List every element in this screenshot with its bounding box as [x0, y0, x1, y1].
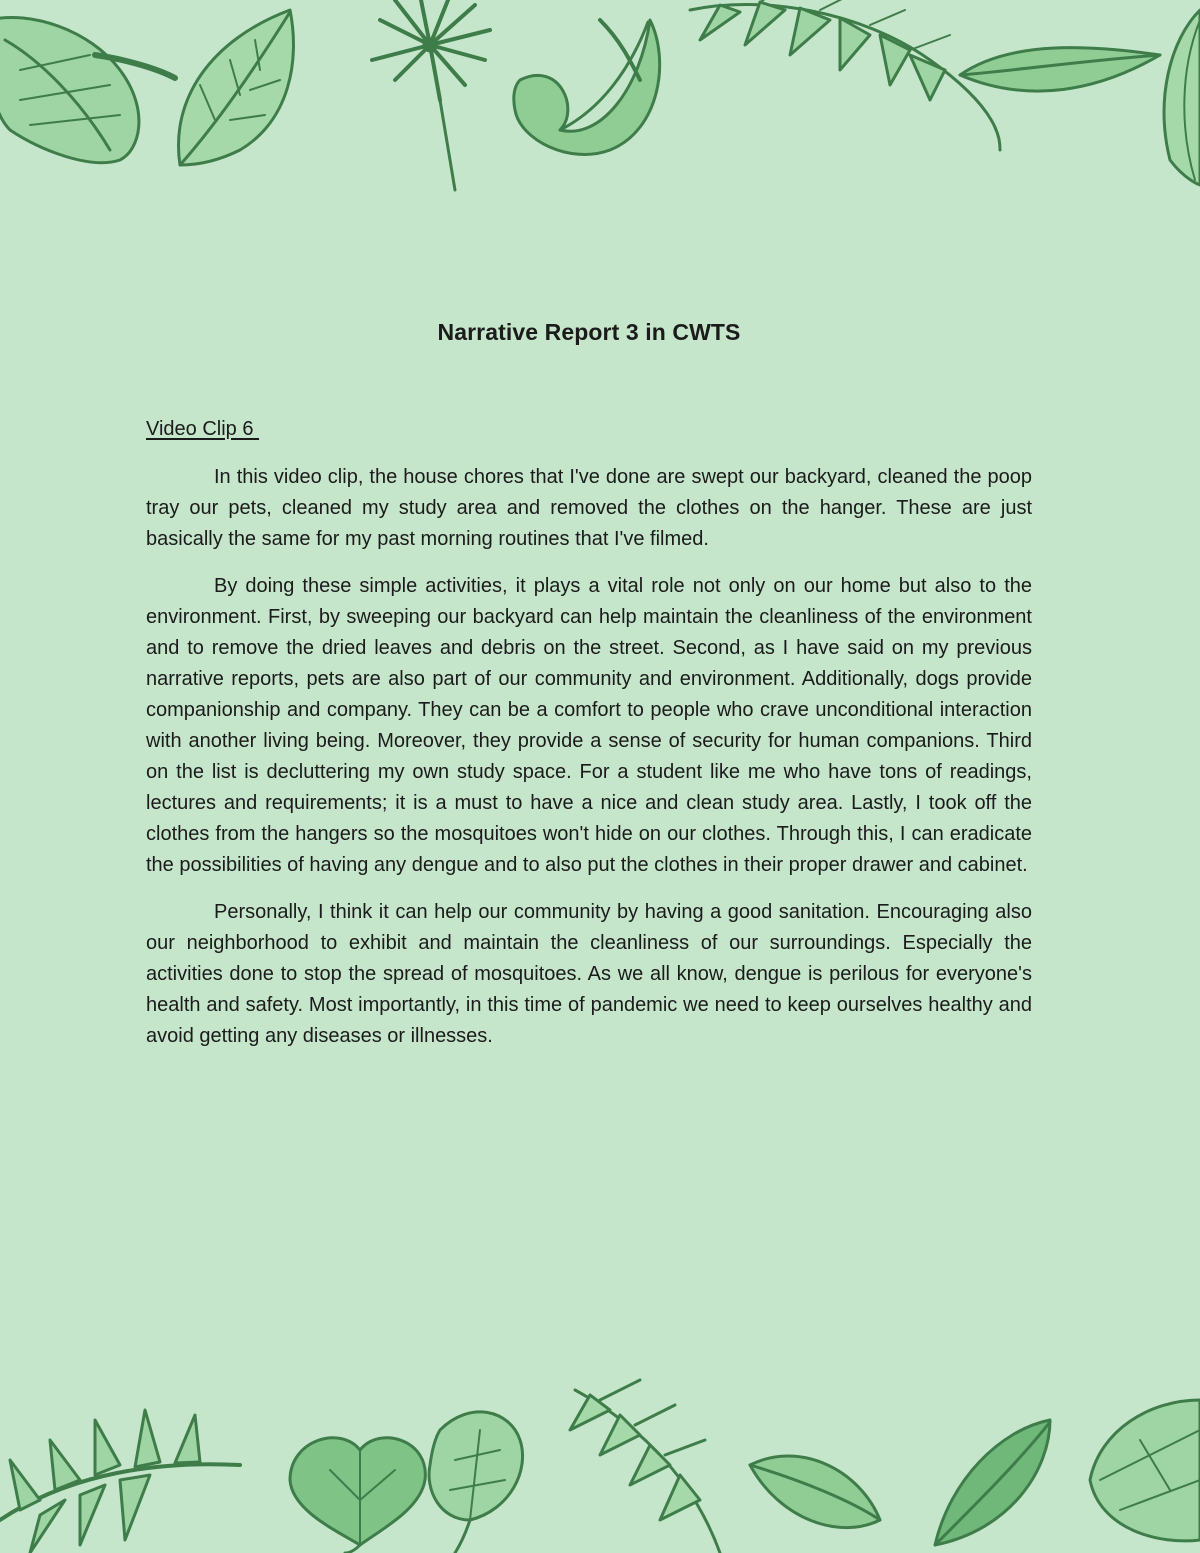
long-leaf-icon [960, 48, 1160, 91]
monstera-leaf-icon [0, 17, 139, 162]
monstera-leaf-icon [429, 1412, 522, 1520]
monstera-leaf-icon [1090, 1400, 1200, 1541]
palm-frond-icon [690, 0, 1000, 150]
heart-leaf-icon [290, 1438, 425, 1545]
palm-leaf-icon [372, 0, 490, 190]
paragraph: Personally, I think it can help our community by having a good sanitation. Encouraging also our neighborhood to exhibit and maintain the cleanliness of our surroundings. Especially the activities done to stop the spread of mosquitoes. As we all know, dengue is perilous for everyone's health and safety. Most importantly, in this time of pandemic we need to keep ourselves healthy and avoid getting any diseases or illnesses. [146, 901, 1032, 1047]
paragraph: In this video clip, the house chores that I've done are swept our backyard, cleaned the poop tray our pets, cleaned my study area and removed the clothes on the hanger. These are just basically the same for my past morning routines that I've filmed. [146, 466, 1032, 550]
paragraph: By doing these simple activities, it plays a vital role not only on our home but also to the environment. First, by sweeping our backyard can help maintain the cleanliness of the environment and to remove the dried leaves and debris on the street. Second, as I have said on my previous narrative reports, pets are also part of our community and environment. Additionally, dogs provide companionship and company. They can be a comfort to people who crave unconditional interaction with another living being. Moreover, they provide a sense of security for human companions. Third on the list is decluttering my own study space. For a student like me who have tons of readings, lectures and requirements; it is a must to have a nice and clean study area. Lastly, I took off the clothes from the hangers so the mosquitoes won't hide on our clothes. Through this, I can eradicate the possibilities of having any dengue and to also put the clothes in their proper drawer and cabinet. [146, 575, 1032, 876]
banana-leaf-icon [750, 1456, 880, 1528]
page-title: Narrative Report 3 in CWTS [437, 319, 741, 345]
curled-leaf-icon [514, 20, 660, 154]
leaf-icon [178, 10, 293, 165]
section-heading: Video Clip 6 [146, 418, 260, 440]
bottom-leaf-border [0, 1370, 1200, 1553]
palm-frond-icon [570, 1380, 720, 1553]
report-body [146, 462, 1032, 1068]
top-leaf-border [0, 0, 1200, 200]
edge-leaf-icon [1164, 10, 1200, 185]
palm-frond-icon [0, 1410, 240, 1553]
banana-leaf-icon [935, 1420, 1050, 1545]
